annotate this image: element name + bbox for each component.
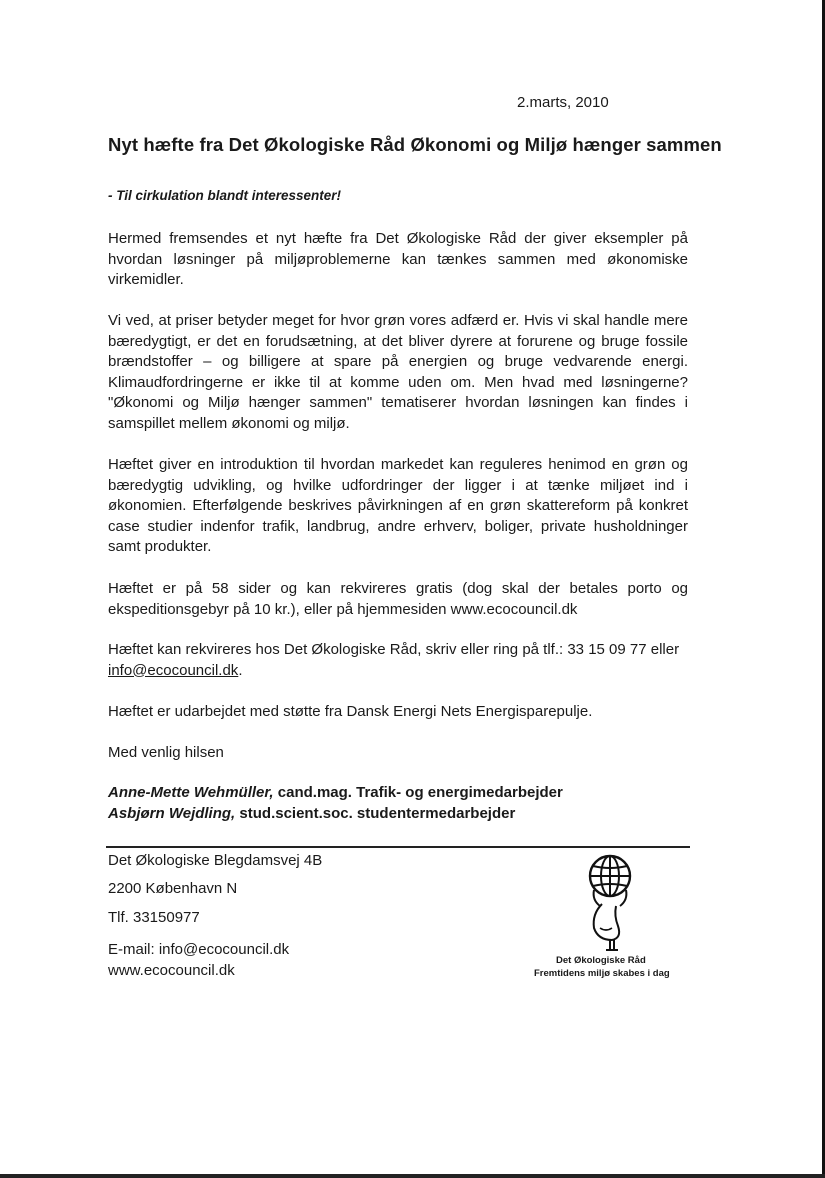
paragraph-prices: Vi ved, at priser betyder meget for hvor grøn vores adfærd er. Hvis vi skal handle mere bæredygtigt, er det en forudsætning, at det bliver dyrere at forurene og bruge fossile brændstoffer – og billigere at spare på energien og bruge vedvarende energi. Klimaudfordringerne er ikke til at komme uden om. Men hvad med løsningerne? "Økonomi og Miljø hænger sammen" tematiserer hvordan løsningen kan findes i samspillet mellem økonomi og miljø. bbox=[108, 312, 688, 432]
contact-end: . bbox=[238, 661, 243, 679]
paragraph-content: Hæftet giver en introduktion til hvordan markedet kan reguleres henimod en grøn og bæredygtig udvikling, og hvilke udfordringer der ligger i at tænke miljøet ind i økonomien. Efterfølgende beskrives påvirkningen af en grøn skattereform på konkret case studier indenfor trafik, landbrug, andre erhverv, boliger, private husholdninger samt produkter. bbox=[108, 456, 688, 555]
scan-bottom-edge bbox=[0, 1174, 825, 1178]
email-link[interactable]: info@ecocouncil.dk bbox=[108, 661, 239, 679]
address-email: E-mail: info@ecocouncil.dk bbox=[108, 941, 290, 958]
globe-person-icon bbox=[570, 852, 650, 952]
address-web: www.ecocouncil.dk bbox=[108, 962, 235, 979]
logo-tagline: Fremtidens miljø skabes i dag bbox=[534, 968, 670, 979]
paragraph-contact bbox=[108, 640, 688, 681]
paragraph-intro: Hermed fremsendes et nyt hæfte fra Det Økologiske Råd der giver eksempler på hvordan løsninger på miljøproblemerne kan tænkes sammen med økonomiske virkemidler. bbox=[108, 230, 688, 288]
signature-1-role: cand.mag. Trafik- og energimedarbejder bbox=[273, 784, 563, 801]
signature-2 bbox=[108, 805, 515, 822]
letter-date: 2.marts, 2010 bbox=[517, 94, 609, 111]
signature-1 bbox=[108, 784, 563, 801]
address-street: Det Økologiske Blegdamsvej 4B bbox=[108, 852, 323, 869]
address-city: 2200 København N bbox=[108, 880, 238, 897]
logo-name: Det Økologiske Råd bbox=[556, 955, 646, 966]
letter-title: Nyt hæfte fra Det Økologiske Råd Økonomi og Miljø hænger sammen bbox=[108, 134, 722, 155]
closing-greeting: Med venlig hilsen bbox=[108, 744, 224, 761]
paragraph-order: Hæftet er på 58 sider og kan rekvireres gratis (dog skal der betales porto og ekspeditionsgebyr på 10 kr.), eller på hjemmesiden www.ecocouncil.dk bbox=[108, 580, 688, 618]
address-phone: Tlf. 33150977 bbox=[108, 909, 200, 926]
signature-1-name: Anne-Mette Wehmüller, bbox=[108, 784, 274, 801]
letter-subtitle: - Til cirkulation blandt interessenter! bbox=[108, 188, 342, 203]
paragraph-support: Hæftet er udarbejdet med støtte fra Dansk Energi Nets Energisparepulje. bbox=[108, 703, 593, 720]
signature-2-role: stud.scient.soc. studentermedarbejder bbox=[235, 805, 516, 822]
contact-text: Hæftet kan rekvireres hos Det Økologiske Råd, skriv eller ring på tlf.: 33 15 09 77 eller bbox=[108, 641, 680, 658]
footer-divider bbox=[106, 846, 690, 848]
signature-2-name: Asbjørn Wejdling, bbox=[108, 805, 236, 822]
